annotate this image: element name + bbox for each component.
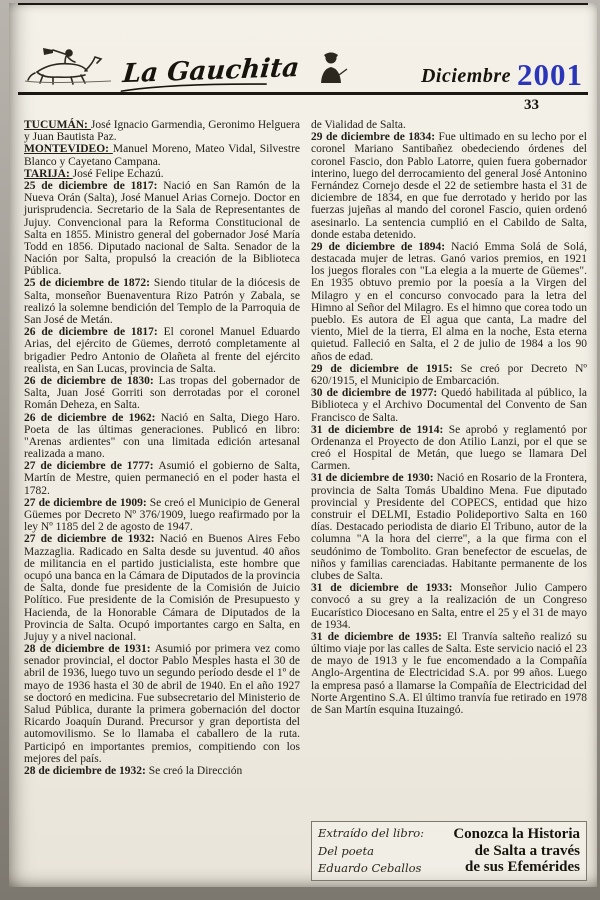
entry-date-lead: TUCUMÁN: — [24, 119, 91, 131]
right-column-entries — [311, 119, 587, 716]
entry-date-lead: 27 de diciembre de 1777: — [24, 460, 159, 473]
issue-month: Diciembre — [420, 65, 511, 87]
book-title-line: de sus Efemérides — [465, 858, 580, 875]
gaucho-on-horse-illustration — [21, 47, 115, 90]
efemeride-entry: 26 de diciembre de 1830: Las tropas del gobernador de Salta, Juan José Gorriti son derrotadas por el coronel Román Deheza, en Salta. — [24, 374, 300, 412]
header-top-rule — [18, 3, 588, 5]
entry-date-lead: 28 de diciembre de 1931: — [24, 643, 155, 656]
entry-date-lead: 26 de diciembre de 1817: — [24, 326, 164, 339]
entry-date-lead: 31 de diciembre de 1933: — [311, 582, 461, 595]
issue-year: 2001 — [517, 57, 583, 92]
right-column — [311, 119, 587, 881]
efemeride-entry: MONTEVIDEO: Manuel Moreno, Mateo Vidal, Silvestre Blanco y Cayetano Campana. — [24, 143, 300, 168]
efemeride-entry: 29 de diciembre de 1834: Fue ultimado en su lecho por el coronel Mariano Santibañez obedeciendo órdenes del coronel Fascio, don Pablo Latorre, quien fuera gobernador interino, luego del derrocamiento del general José Antonino Fernández Cornejo desde el 22 de setiembre hasta el 31 de diciembre de 1834, en que fue derrotado y herido por las fuerzas jujeñas al mando del coronel Fascio, quien ordenó asesinarlo. La sentencia cumplió en el Cabildo de Salta, donde estaba detenido. — [311, 131, 587, 241]
efemeride-entry: 26 de diciembre de 1962: Nació en Salta, Diego Haro. Poeta de las últimas generaciones. Publicó en libro: "Arenas ardientes" con una limitada edición artesanal realizada a mano. — [24, 411, 300, 461]
writer-portrait-illustration — [311, 49, 351, 90]
efemeride-entry: 28 de diciembre de 1932: Se creó la Dirección — [24, 764, 243, 777]
entry-date-lead: 29 de diciembre de 1915: — [311, 362, 461, 375]
efemeride-entry: 29 de diciembre de 1915: Se creó por Decreto Nº 620/1915, el Municipio de Embarcación. — [311, 362, 587, 387]
entry-date-lead: TARIJA: — [24, 167, 73, 180]
page-number: 33 — [524, 97, 539, 113]
entry-date-lead: 26 de diciembre de 1962: — [24, 411, 161, 424]
left-column — [24, 119, 300, 881]
entry-date-lead: 31 de diciembre de 1914: — [311, 423, 449, 436]
efemeride-entry: 25 de diciembre de 1872: Siendo titular de la diócesis de Salta, monseñor Buenaventura Rizo Patrón y Zabala, se realizó la solemne bendición del Templo de la Parroquia de San José de Metán. — [24, 277, 300, 326]
entry-date-lead: 30 de diciembre de 1977: — [311, 387, 442, 400]
entry-date-lead: 25 de diciembre de 1872: — [24, 277, 154, 290]
efemeride-entry: 28 de diciembre de 1931: Asumió por primera vez como senador provincial, el doctor Pablo Mesples hasta el 30 de abril de 1936, luego tuvo un segundo período desde el 1º de mayo de 1936 hasta el 30 de abril de 1940. En el año 1927 se doctoró en medicina. Fue subsecretario del Ministerio de Salud Pública, durante la primera gobernación del doctor Ricardo Joaquín Durand. Precursor y gran deportista del automovilismo. Se lo llamaba el caballero de la ruta. Participó en importantes premios, compitiendo con los mejores del país. — [24, 643, 301, 765]
book-credit-box — [311, 821, 587, 881]
entry-date-lead: 26 de diciembre de 1830: — [24, 374, 159, 387]
two-column-article — [9, 116, 597, 887]
efemeride-entry: 27 de diciembre de 1909: Se creó el Municipio de General Güemes por Decreto Nº 376/1909, luego reafirmado por la ley Nº 1185 del 2 de agosto de 1947. — [24, 496, 300, 534]
efemeride-entry: 27 de diciembre de 1777: Asumió el gobierno de Salta, Martín de Mestre, quien permaneció en el poder hasta el 1782. — [24, 460, 300, 497]
efemeride-entry: 26 de diciembre de 1817: El coronel Manuel Eduardo Arias, del ejército de Güemes, derrotó completamente al brigadier Pedro Antonio de Olañeta al frente del ejército realista, en San Lucas, provincia de Salta. — [24, 326, 300, 375]
source-label: Extraído del libro: — [318, 826, 424, 841]
entry-date-lead: 31 de diciembre de 1930: — [311, 472, 437, 485]
poet-name: Eduardo Ceballos — [318, 860, 422, 875]
efemeride-entry: 31 de diciembre de 1914: Se aprobó y reglamentó por Ordenanza el Proyecto de don Atilio Lanzi, por el que se creó el Hospital de Metán, que luego se llamara Del Carmen. — [311, 423, 587, 473]
entry-date-lead: 25 de diciembre de 1817: — [24, 179, 164, 192]
efemeride-entry: 31 de diciembre de 1930: Nació en Rosario de la Frontera, provincia de Salta Tomás Ubaldino Mena. Fue diputado provincial y Presidente del COPECS, entidad que hizo construir el DELMI, Estadio Polideportivo Salta en 160 días. Destacado periodista de diario El Tribuno, autor de la columna "A la hora del cierre", a la que firma con el seudónimo de Tombolito. Gran benefector de escuelas, de niños y familias carenciadas. Habitante permanente de los clubes de Salta. — [311, 472, 587, 582]
efemeride-entry: 31 de diciembre de 1935: El Tranvía salteño realizó su último viaje por las calles de Salta. Este servicio nació el 23 de mayo de 1913 y le fue encomendado a la Compañía Anglo-Argentina de Electricidad S.A. por 99 años. Luego la empresa pasó a llamarse la Compañía de Electricidad del Norte Argentino S.A. El último tranvía fue retirado en 1978 de San Martín esquina Ituzaingó. — [311, 630, 587, 716]
credit-labels — [318, 826, 426, 875]
masthead-text: La Gauchita — [121, 53, 301, 90]
page-number-row — [9, 95, 597, 116]
efemeride-entry: 29 de diciembre de 1894: Nació Emma Solá de Solá, destacada mujer de letras. Ganó varios premios, en 1921 los juegos florales con "La elegia a la muerte de Güemes". En 1935 obtuvo premio por la poesía a la Virgen del Milagro y en el concurso convocado para la letra del Himno al Señor del Milagro. Es el himno que corea todo un pueblo. Es autora de El agua que canta, La madre del viento, Miel de la tierra, El alma en la noche, Esta eterna quietud. Falleció en Salta, el 2 de julio de 1984 a los 90 años de edad. — [311, 240, 587, 363]
efemeride-entry: 31 de diciembre de 1933: Monseñor Julio Campero convocó a su grey a la realización de un Congreso Eucarístico Diocesano en Salta, entre el 25 y el 31 de mayo de 1934. — [311, 582, 587, 631]
masthead-title — [119, 53, 306, 93]
entry-date-lead: 27 de diciembre de 1909: — [24, 496, 150, 509]
efemeride-entry: de Vialidad de Salta. — [311, 119, 406, 131]
masthead-band — [9, 49, 597, 92]
entry-date-lead: 31 de diciembre de 1935: — [311, 630, 447, 643]
book-title — [432, 826, 580, 875]
scanned-magazine-page — [9, 3, 597, 887]
efemeride-entry: 25 de diciembre de 1817: Nació en San Ramón de la Nueva Orán (Salta), José Manuel Arias Cornejo. Doctor en jurisprudencia. Secretario de la Sala de Representantes de Jujuy. Convencional para la Reforma Constitucional de Salta en 1855. Ministro general del gobernador José María Todd en 1856. Diputado nacional de Salta. Senador de la Nación por Salta, propulsó la creación de la Biblioteca Pública. — [24, 179, 300, 278]
efemeride-entry: 30 de diciembre de 1977: Quedó habilitada al público, la Biblioteca y el Archivo Documental del Convento de San Francisco de Salta. — [311, 387, 587, 424]
efemeride-entry: 27 de diciembre de 1932: Nació en Buenos Aires Febo Mazzaglia. Radicado en Salta desde su juventud. 40 años de militancia en el partido justicialista, este hombre que ocupó una banca en la Cámara de Diputados de la provincia de Salta, donde fue presidente de la Comisión de Juicio Político. Fue presidente de la Comisión de Presupuesto y Hacienda, de la Honorable Cámara de Diputados de la Provincia de Salta. Ocupó importantes cargo en Salta, en Jujuy y a nivel nacional. — [24, 533, 300, 643]
entry-date-lead: 29 de diciembre de 1834: — [311, 131, 439, 144]
poet-label: Del poeta — [318, 843, 374, 858]
entry-date-lead: 29 de diciembre de 1894: — [311, 240, 452, 253]
efemeride-entry: TUCUMÁN: José Ignacio Garmendia, Geronimo Helguera y Juan Bautista Paz. — [24, 119, 300, 144]
efemeride-entry: TARIJA: José Felipe Echazú. — [24, 167, 164, 180]
book-title-line: de Salta a través — [474, 842, 580, 859]
book-title-line: Conozca la Historia — [453, 826, 580, 843]
entry-date-lead: MONTEVIDEO: — [24, 143, 113, 156]
entry-date-lead: 27 de diciembre de 1932: — [24, 533, 160, 546]
entry-date-lead: 28 de diciembre de 1932: — [24, 764, 149, 777]
